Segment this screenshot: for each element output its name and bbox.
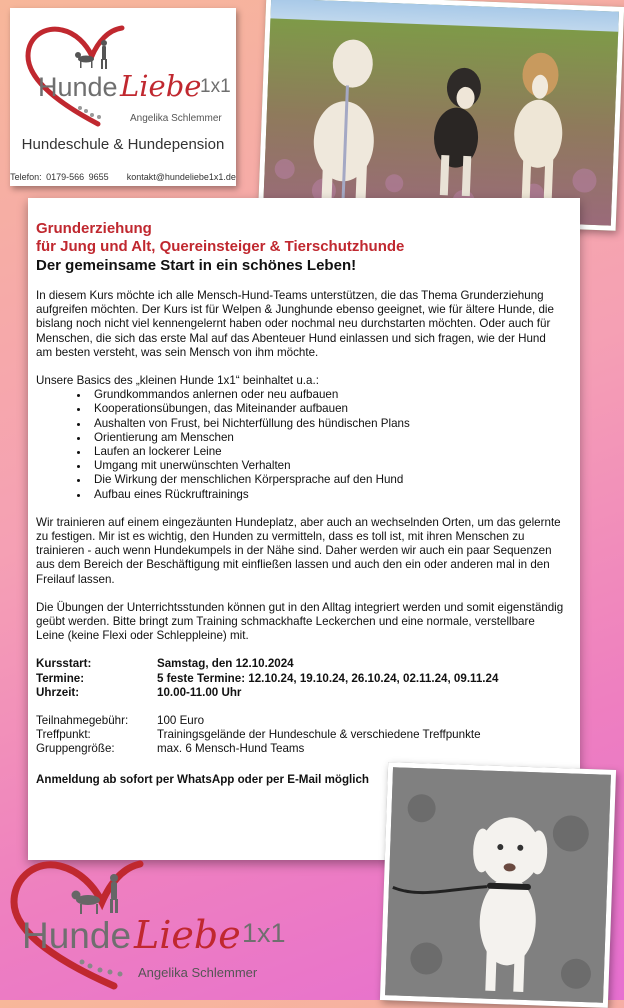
list-item: • Aushalten von Frust, bei Nichterfüllung des hündischen Plans bbox=[90, 417, 564, 431]
logo-card bbox=[10, 8, 236, 186]
brand-name-hunde: Hunde bbox=[22, 915, 132, 956]
brand-name-hunde: Hunde bbox=[38, 72, 118, 102]
table-row bbox=[36, 686, 498, 700]
list-item: • Kooperationsübungen, das Miteinander aufbauen bbox=[90, 402, 564, 416]
detail-label: Gruppengröße: bbox=[36, 742, 115, 756]
heading-course-title: Grunderziehung bbox=[36, 220, 152, 237]
email-address: kontakt@hundeliebe1x1.de bbox=[126, 172, 236, 182]
brand-name-1x1: 1x1 bbox=[242, 918, 286, 948]
list-item: • Die Wirkung der menschlichen Körpersprache auf den Hund bbox=[90, 473, 564, 487]
phone-number: Telefon: 0179-566 9655 bbox=[10, 172, 109, 182]
heading-tagline: Der gemeinsame Start in ein schönes Leben! bbox=[36, 257, 357, 274]
brand-subtitle: Hundeschule & Hundepension bbox=[21, 136, 225, 153]
detail-label: Teilnahmegebühr: bbox=[36, 714, 129, 728]
detail-value: Trainingsgelände der Hundeschule & verschiedene Treffpunkte bbox=[157, 728, 481, 742]
course-details-table bbox=[36, 657, 498, 756]
detail-label: Termine: bbox=[36, 671, 85, 685]
list-item: • Orientierung am Menschen bbox=[90, 431, 564, 445]
table-row bbox=[36, 657, 498, 671]
detail-label: Uhrzeit: bbox=[36, 685, 80, 699]
basics-list bbox=[36, 388, 564, 502]
owner-name: Angelika Schlemmer bbox=[130, 113, 222, 124]
detail-value: 100 Euro bbox=[157, 714, 205, 728]
course-flyer bbox=[28, 198, 580, 860]
detail-value: Samstag, den 12.10.2024 bbox=[157, 657, 294, 671]
brand-name-liebe: Liebe bbox=[134, 913, 241, 957]
training-paragraph: Wir trainieren auf einem eingezäunten Hundeplatz, aber auch an wechselnden Orten, um das gelernte zu festigen. Mir ist es wichtig, den Hunden zu vermitteln, dass es toll ist, mit ihren Menschen zu trainieren - auch wenn Hundekumpels in der Nähe sind. Daher werden wir auch ein paar Sequenzen aus dem Bereich der Beschäftigung mit einfließen lassen und auch den ein oder anderen mal in den Freilauf lassen. bbox=[36, 515, 561, 586]
detail-value: max. 6 Mensch-Hund Teams bbox=[157, 742, 305, 756]
detail-value: 5 feste Termine: 12.10.24, 19.10.24, 26.10.24, 02.11.24, 09.11.24 bbox=[157, 671, 499, 685]
table-spacer bbox=[36, 700, 498, 714]
brand-name-liebe: Liebe bbox=[120, 69, 202, 103]
list-item: • Aufbau eines Rückruftrainings bbox=[90, 488, 564, 502]
list-item: • Laufen an lockerer Leine bbox=[90, 445, 564, 459]
detail-label: Kursstart: bbox=[36, 657, 92, 671]
registration-note: Anmeldung ab sofort per WhatsApp oder per E-Mail möglich bbox=[36, 772, 370, 786]
contact-line bbox=[10, 172, 236, 182]
table-row bbox=[36, 728, 498, 742]
hundeliebe-logo bbox=[20, 18, 231, 133]
three-dogs-photo bbox=[258, 0, 624, 231]
brand-name-1x1: 1x1 bbox=[200, 76, 231, 97]
detail-value: 10.00-11.00 Uhr bbox=[157, 685, 242, 699]
list-item: • Umgang mit unerwünschten Verhalten bbox=[90, 459, 564, 473]
table-row bbox=[36, 714, 498, 728]
basics-intro: Unsere Basics des „kleinen Hunde 1x1“ beinhaltet u.a.: bbox=[36, 374, 319, 388]
white-dog-photo bbox=[380, 762, 616, 1008]
exercises-paragraph: Die Übungen der Unterrichtsstunden können gut in den Alltag integriert werden und somit eigenständig geübt werden. Bitte bringt zum Training schmackhafte Leckerchen und eine normale, verstellbare Leine (keine Flexi oder Schleppleine) mit. bbox=[36, 600, 564, 643]
list-item: • Grundkommandos anlernen oder neu aufbauen bbox=[90, 388, 564, 402]
detail-label: Treffpunkt: bbox=[36, 728, 91, 742]
owner-name: Angelika Schlemmer bbox=[138, 965, 258, 980]
table-row bbox=[36, 672, 498, 686]
hundeliebe-logo-large bbox=[4, 856, 304, 996]
intro-paragraph: In diesem Kurs möchte ich alle Mensch-Hund-Teams unterstützen, die das Thema Grunderziehung aufgreifen möchten. Der Kurs ist für Welpen & Junghunde ebenso geeignet, wie für ältere Hunde, die bislang noch nicht viel kennengelernt haben oder nochmal neu durchstarten möchten. Oder auch für Menschen, die sich das erste Mal auf das Abenteuer Hund einlassen und sich fragen, wie der Hund am besten versteht, was sein Mensch von ihm möchte. bbox=[36, 289, 554, 359]
heading-audience: für Jung und Alt, Quereinsteiger & Tierschutzhunde bbox=[36, 238, 405, 255]
table-row bbox=[36, 742, 498, 756]
